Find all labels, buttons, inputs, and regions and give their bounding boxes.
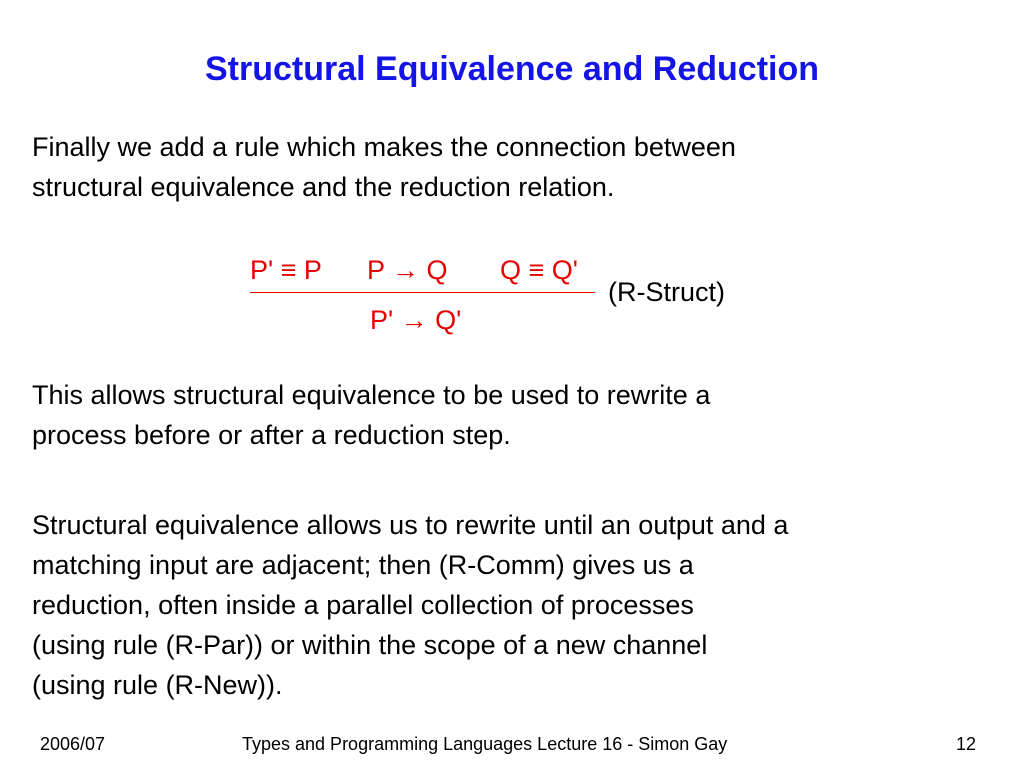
intro-paragraph [32, 127, 1002, 207]
structural-line: Structural equivalence allows us to rewrite until an output and a [32, 510, 789, 540]
rule-premise-1: P' ≡ P [250, 255, 322, 285]
allows-line: This allows structural equivalence to be used to rewrite a [32, 380, 711, 410]
allows-paragraph [32, 375, 1002, 455]
rule-conclusion: P' → Q' [370, 305, 462, 335]
footer-course: Types and Programming Languages Lecture 16 - Simon Gay [242, 734, 728, 754]
rule-name-label: (R-Struct) [608, 277, 725, 307]
inference-line [250, 292, 595, 293]
structural-line: (using rule (R-New)). [32, 670, 283, 700]
structural-line: (using rule (R-Par)) or within the scope of a new channel [32, 630, 708, 660]
allows-line: process before or after a reduction step. [32, 420, 511, 450]
rule-premise-3: Q ≡ Q' [500, 255, 578, 285]
footer-page-number: 12 [956, 734, 977, 754]
rule-premise-2: P → Q [367, 255, 448, 285]
structural-line: reduction, often inside a parallel collection of processes [32, 590, 694, 620]
structural-line: matching input are adjacent; then (R-Comm) gives us a [32, 550, 694, 580]
intro-line: Finally we add a rule which makes the connection between [32, 132, 736, 162]
slide-title: Structural Equivalence and Reduction [204, 50, 819, 88]
structural-paragraph [32, 505, 1002, 705]
intro-line: structural equivalence and the reduction relation. [32, 172, 615, 202]
footer-year: 2006/07 [40, 734, 106, 754]
